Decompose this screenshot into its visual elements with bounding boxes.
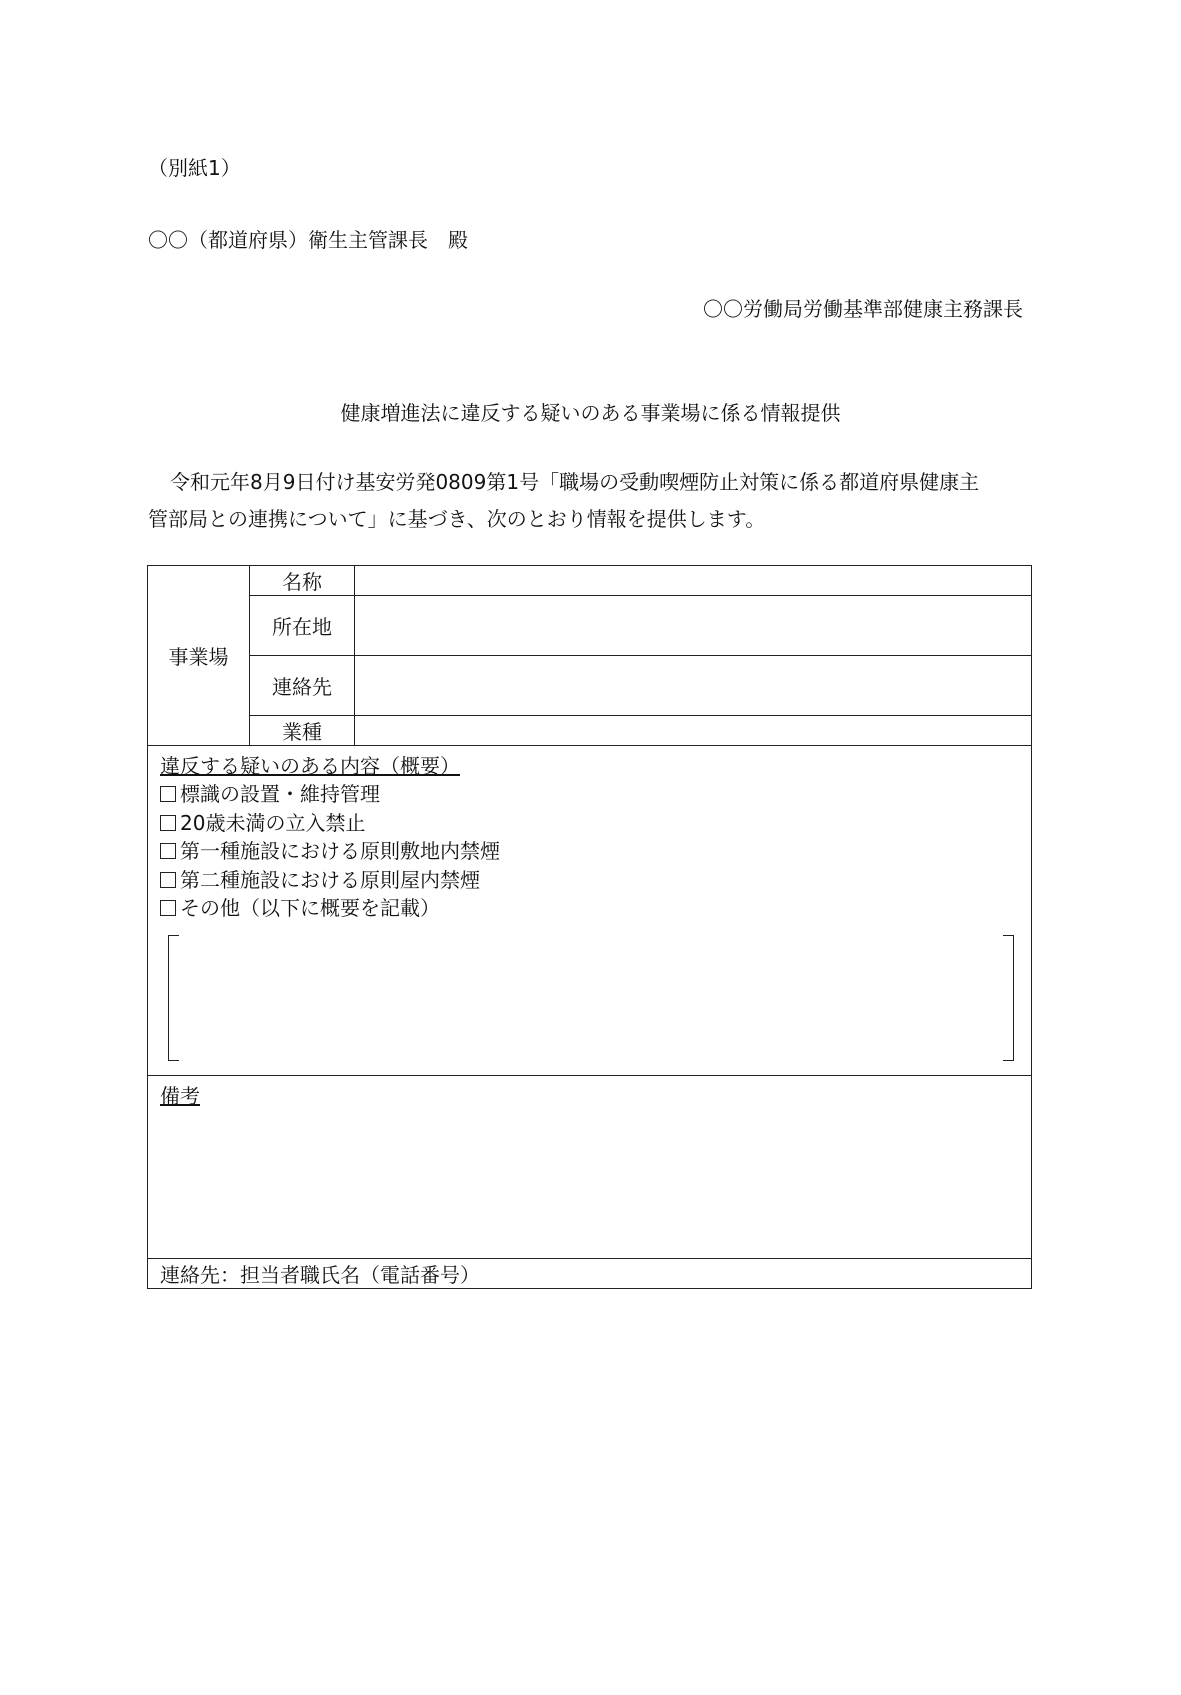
- name-field[interactable]: [355, 566, 1032, 596]
- violation-section: [148, 746, 1032, 1076]
- workplace-label: 事業場: [148, 566, 250, 746]
- violation-item-label: 第二種施設における原則屋内禁煙: [180, 867, 480, 892]
- violation-checklist: [160, 780, 1031, 923]
- industry-label: 業種: [250, 716, 355, 746]
- remarks-heading: 備考: [160, 1084, 200, 1108]
- violation-item-type1[interactable]: [160, 837, 1031, 866]
- violation-item-under-20[interactable]: [160, 809, 1031, 838]
- checkbox[interactable]: [160, 872, 176, 888]
- checkbox[interactable]: [160, 815, 176, 831]
- violation-heading: 違反する疑いのある内容（概要）: [160, 754, 460, 778]
- contact-field[interactable]: [355, 656, 1032, 716]
- violation-item-label: 20歳未満の立入禁止: [180, 810, 366, 835]
- violation-item-type2[interactable]: [160, 866, 1031, 895]
- checkbox[interactable]: [160, 786, 176, 802]
- violation-item-label: 標識の設置・維持管理: [180, 782, 380, 806]
- location-label: 所在地: [250, 596, 355, 656]
- left-bracket: [168, 935, 179, 1061]
- body-text-line-1: 令和元年8月9日付け基安労発0809第1号「職場の受動喫煙防止対策に係る都道府県健康主: [170, 470, 980, 494]
- violation-item-label: その他（以下に概要を記載）: [180, 896, 440, 920]
- addressee: 〇〇（都道府県）衛生主管課長 殿: [148, 228, 468, 252]
- violation-item-signage[interactable]: [160, 780, 1031, 809]
- sender: 〇〇労働局労働基準部健康主務課長: [703, 297, 1023, 321]
- body-text-line-2: 管部局との連携について」に基づき、次のとおり情報を提供します。: [148, 507, 766, 531]
- contact-footer: 連絡先：担当者職氏名（電話番号）: [148, 1259, 1032, 1289]
- attachment-label: （別紙1）: [148, 156, 241, 180]
- checkbox[interactable]: [160, 843, 176, 859]
- name-label: 名称: [250, 566, 355, 596]
- document-title: 健康増進法に違反する疑いのある事業場に係る情報提供: [340, 401, 841, 425]
- right-bracket: [1003, 935, 1014, 1061]
- checkbox[interactable]: [160, 900, 176, 916]
- contact-label: 連絡先: [250, 656, 355, 716]
- violation-item-other[interactable]: [160, 894, 1031, 923]
- location-field[interactable]: [355, 596, 1032, 656]
- remarks-section[interactable]: [148, 1076, 1032, 1259]
- other-details-field[interactable]: [160, 923, 1019, 1063]
- industry-field[interactable]: [355, 716, 1032, 746]
- violation-item-label: 第一種施設における原則敷地内禁煙: [180, 839, 500, 863]
- information-form-table: [147, 565, 1032, 1289]
